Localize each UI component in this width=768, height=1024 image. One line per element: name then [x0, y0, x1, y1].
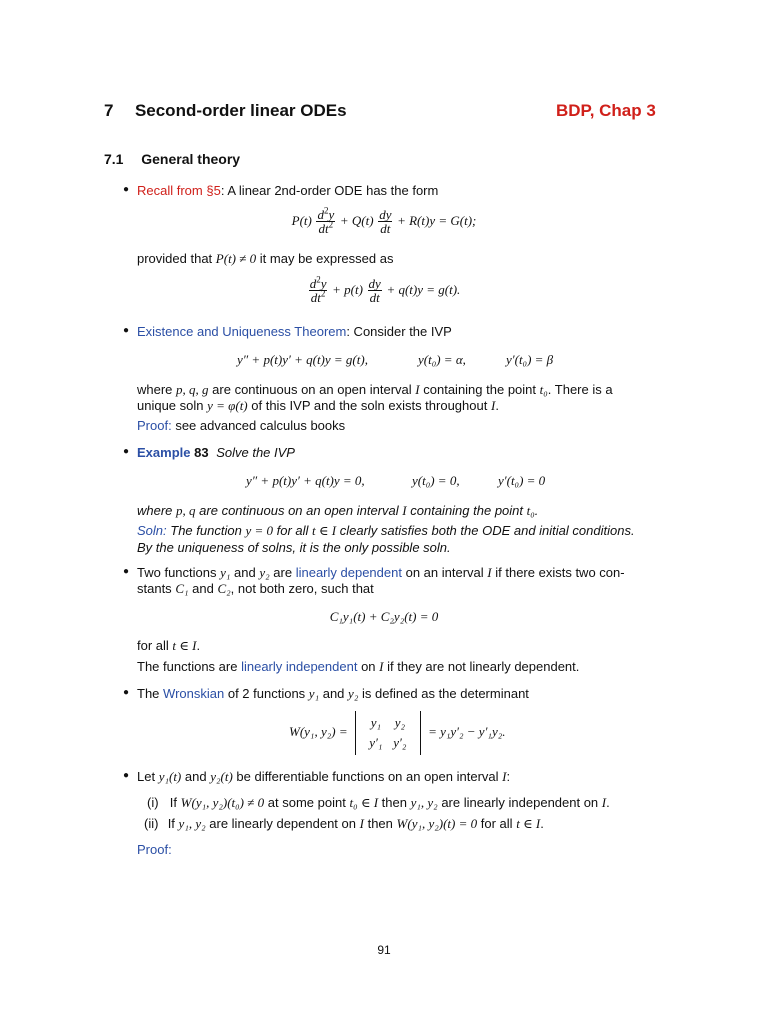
- lemma-item-ii: (ii) If y₁, y₂ are linearly dependent on I then W(y₁, y₂)(t) = 0 for all t ∈ I.: [144, 816, 544, 831]
- example-ivp-ic2: y′(t₀) = 0: [498, 473, 546, 488]
- example-label: Example: [137, 445, 191, 460]
- chapter-reference: BDP, Chap 3: [556, 101, 656, 120]
- example-soln-label: Soln:: [137, 523, 167, 538]
- bullet-marker: ●: [123, 446, 130, 457]
- provided-text: provided that P(t) ≠ 0 it may be expressed as: [137, 251, 394, 266]
- subsection-heading: [104, 151, 240, 167]
- example-number: 83: [194, 445, 209, 460]
- section-heading: [104, 101, 347, 121]
- example-heading: [137, 445, 295, 460]
- bullet-marker: ●: [123, 687, 130, 698]
- wronskian-determinant: y₁ y₂ y′₁ y′₂: [355, 711, 421, 755]
- page-number: 91: [377, 943, 391, 957]
- bullet-marker: ●: [123, 566, 130, 577]
- eut-ivp-ic1: y(t₀) = α,: [418, 352, 466, 367]
- example-where: where p, q are continuous on an open interval I containing the point t₀.: [137, 503, 539, 518]
- eut-ivp-ic2: y′(t₀) = β: [506, 352, 554, 367]
- recall-text: : A linear 2nd-order ODE has the form: [220, 183, 439, 198]
- bullet-marker: ●: [123, 325, 130, 336]
- wronskian-intro: The Wronskian of 2 functions y₁ and y₂ is defined as the determinant: [137, 686, 529, 701]
- example-soln-line1: Soln: The function y = 0 for all t ∈ I clearly satisfies both the ODE and initial conditions.: [137, 523, 635, 538]
- linearly-independent-term: linearly independent: [241, 659, 358, 674]
- eut-label: Existence and Uniqueness Theorem: [137, 324, 347, 339]
- recall-label: Recall from: [137, 183, 203, 198]
- example-ivp-ode: y″ + p(t)y′ + q(t)y = 0,: [246, 473, 365, 488]
- linearly-dependent-term: linearly dependent: [295, 565, 402, 580]
- section-number: 7: [104, 101, 114, 120]
- wronskian-term: Wronskian: [163, 686, 225, 701]
- example-soln-line2: By the uniqueness of solns, it is the only possible soln.: [137, 540, 451, 555]
- subsection-title: General theory: [141, 151, 241, 167]
- lindep-forall: for all t ∈ I.: [137, 638, 201, 653]
- eut-intro: Existence and Uniqueness Theorem: Consider the IVP: [137, 324, 452, 339]
- example-ivp-ic1: y(t₀) = 0,: [412, 473, 460, 488]
- eut-where-line1: where p, q, g are continuous on an open interval I containing the point t₀. There is a: [137, 382, 613, 397]
- lindep-line2: stants C₁ and C₂, not both zero, such that: [137, 581, 374, 596]
- lemma-intro: Let y₁(t) and y₂(t) be differentiable functions on an open interval I:: [137, 769, 511, 784]
- recall-intro: [137, 183, 438, 198]
- eut-ivp-ode: y″ + p(t)y′ + q(t)y = g(t),: [237, 352, 368, 367]
- bullet-marker: ●: [123, 184, 130, 195]
- lindep-equation: C₁y₁(t) + C₂y₂(t) = 0: [329, 609, 439, 624]
- eut-proof-label: Proof:: [137, 418, 172, 433]
- eut-where-line2: unique soln y = φ(t) of this IVP and the soln exists throughout I.: [137, 398, 499, 413]
- lindep-independent: The functions are linearly independent on I if they are not linearly dependent.: [137, 659, 580, 674]
- normalized-ode-equation: $\frac{d^2y}{dt^2}$ + p(t) $\frac{dy}{dt}$ + q(t)y = g(t).: [309, 274, 461, 305]
- subsection-number: 7.1: [104, 151, 124, 167]
- general-ode-equation: P(t) $\frac{d^2y}{dt^2}$ + Q(t) $\frac{dy}{dt}$ + R(t)y = G(t);: [291, 205, 477, 236]
- first-derivative-fraction: $\frac{dy}{dt}$: [379, 207, 392, 236]
- section-title: Second-order linear ODEs: [134, 101, 347, 120]
- eut-proof-line: Proof: see advanced calculus books: [137, 418, 346, 433]
- wronskian-formula: W(y₁, y₂) = y₁ y₂ y′₁ y′₂ = y₁y′₂ − y′₁y₂.: [289, 711, 505, 755]
- lemma-item-i: (i) If W(y₁, y₂)(t₀) ≠ 0 at some point t₀ ∈ I then y₁, y₂ are linearly independent on I.: [147, 795, 610, 810]
- recall-section-link[interactable]: §5: [206, 183, 221, 198]
- lemma-proof-label: Proof:: [137, 842, 172, 857]
- example-title: Solve the IVP: [216, 445, 295, 460]
- bullet-marker: ●: [123, 770, 130, 781]
- second-derivative-fraction: $\frac{d^2y}{dt^2}$: [317, 205, 335, 236]
- lindep-line1: Two functions y₁ and y₂ are linearly dependent on an interval I if there exists two con-: [137, 565, 625, 580]
